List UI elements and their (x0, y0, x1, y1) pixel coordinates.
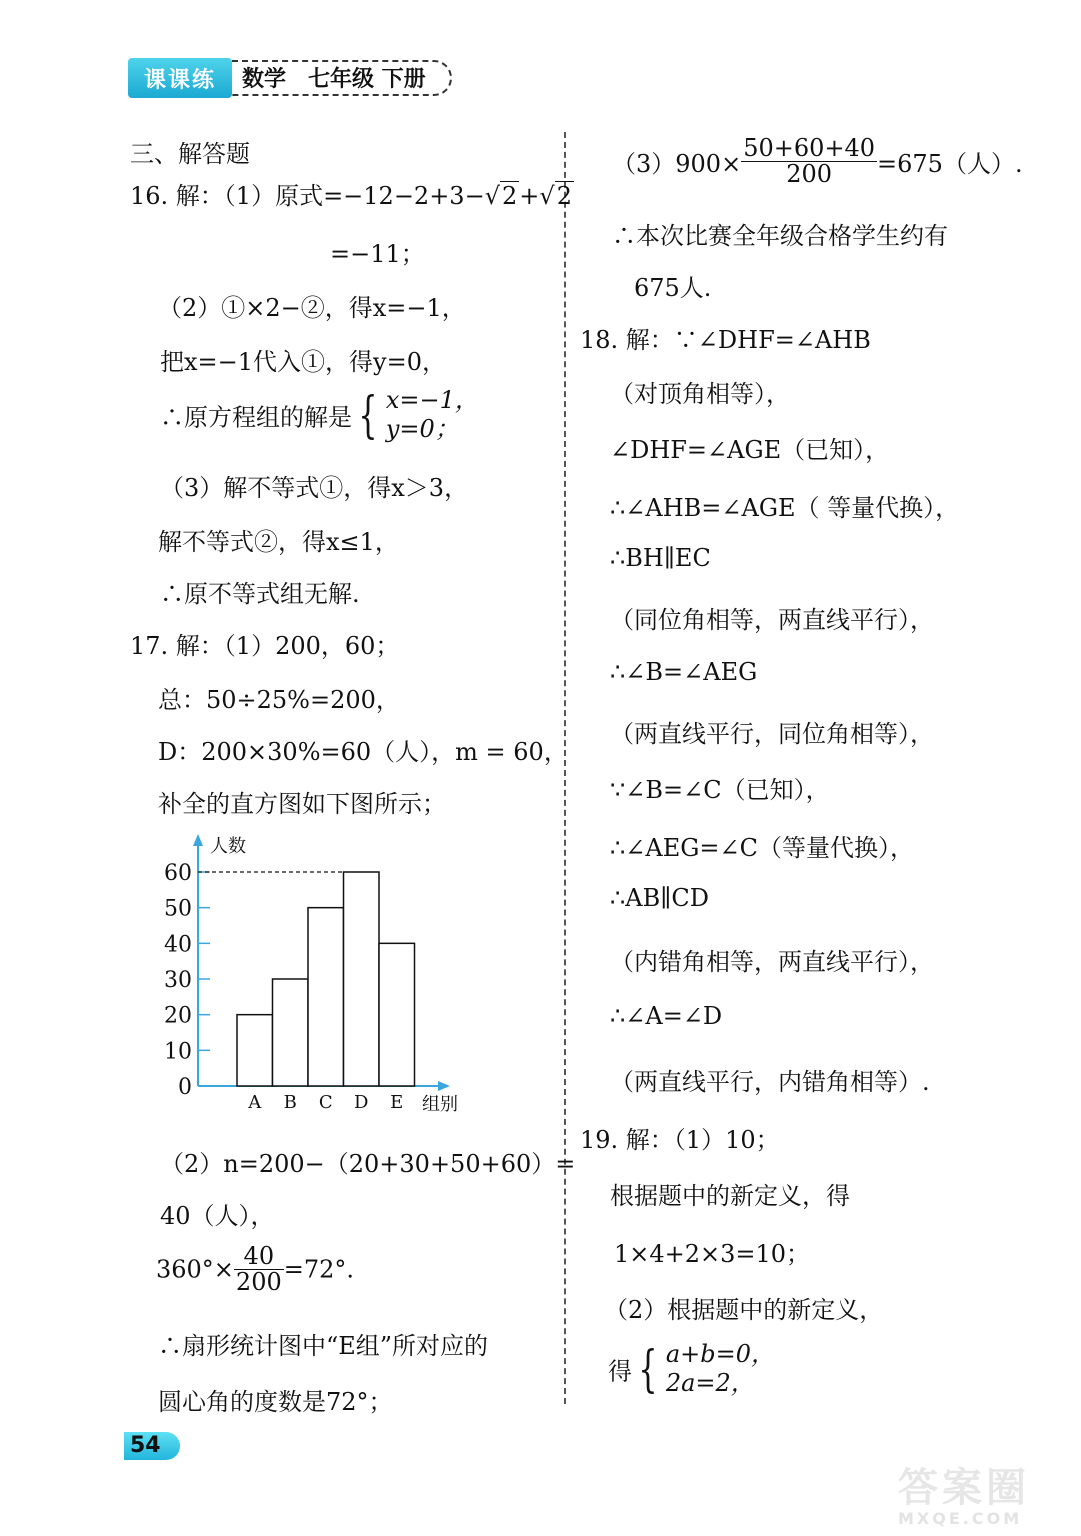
y-tick-label: 40 (164, 932, 192, 958)
q18-line: ∴BH∥EC (610, 544, 711, 572)
q16-line-1: 16. 解：（1）原式=−12−2+3−√2+√2 (130, 182, 572, 210)
equation-system: x=−1， y=0； (385, 386, 479, 443)
q18-line: ∵∠B=∠C（已知）， (610, 776, 830, 804)
q19-line-5: 得 { a+b=0， 2a=2， (608, 1339, 775, 1398)
column-divider (564, 132, 566, 1404)
q17-line-7: 360°× $\frac{40}{200}$ =72°. (156, 1242, 355, 1297)
watermark-line-1: 答案圈 (898, 1465, 1030, 1511)
y-axis-label: 人数 (210, 836, 246, 857)
q17-line-4: 补全的直方图如下图所示； (158, 790, 446, 818)
q17-line-9: 圆心角的度数是72°； (158, 1388, 393, 1416)
q17-3-line-3: 675人. (634, 274, 712, 302)
histogram-bar (237, 1015, 273, 1086)
histogram-bar (344, 872, 380, 1086)
q16-line-6: （3）解不等式①，得x＞3， (160, 474, 469, 502)
q18-line: （两直线平行，内错角相等）. (610, 1068, 930, 1096)
histogram-bar (308, 908, 344, 1086)
q17-3-line-2: ∴本次比赛全年级合格学生约有 (612, 222, 948, 250)
q19-line-4: （2）根据题中的新定义， (604, 1296, 884, 1324)
x-tick-label: E (390, 1092, 404, 1113)
q17-line-3: D：200×30%=60（人），m = 60， (158, 738, 568, 766)
q19-line-2: 根据题中的新定义，得 (610, 1182, 850, 1210)
y-tick-label: 30 (164, 968, 192, 993)
q18-line: （两直线平行，同位角相等）， (610, 720, 934, 748)
y-tick-label: 50 (164, 896, 192, 922)
q17-line-6: 40（人）， (160, 1202, 275, 1230)
page-header (128, 56, 468, 100)
x-tick-label: A (248, 1092, 262, 1113)
y-tick-label: 10 (164, 1039, 192, 1065)
q18-line: ∴AB∥CD (610, 884, 709, 912)
x-axis-arrow-icon (438, 1081, 450, 1091)
brand-logo: 课课练 (128, 58, 232, 98)
watermark-line-2: MXQE.COM (898, 1509, 1023, 1528)
sqrt-symbol: √2 (484, 182, 518, 210)
q19-line-1: 19. 解：（1）10； (580, 1126, 780, 1154)
q17-line-2: 总：50÷25%=200， (158, 686, 400, 714)
q16-line-2: =−11； (330, 240, 425, 268)
q17-line-5: （2）n=200−（20+30+50+60）= (160, 1150, 576, 1178)
q18-line: ∴∠AHB=∠AGE（ 等量代换）， (610, 494, 960, 522)
fraction: $\frac{40}{200}$ (235, 1242, 282, 1297)
brace-symbol: { (358, 385, 378, 444)
brace-symbol: { (638, 1339, 658, 1398)
y-tick-label: 20 (164, 1003, 192, 1029)
q16-text: 16. 解：（1）原式=−12−2+3− (130, 182, 485, 210)
q18-line: 18. 解：∵∠DHF=∠AHB (580, 326, 871, 354)
q16-line-7: 解不等式②，得x≤1， (158, 528, 399, 556)
q18-line: （对顶角相等）， (610, 380, 790, 408)
equation-system: a+b=0， 2a=2， (665, 1340, 775, 1397)
y-axis-arrow-icon (193, 834, 203, 846)
q18-line: ∴∠B=∠AEG (610, 658, 758, 686)
watermark (898, 1466, 1074, 1530)
q17-line-1: 17. 解：（1）200，60； (130, 632, 400, 660)
y-tick-label: 60 (164, 861, 192, 886)
x-tick-label: B (283, 1092, 297, 1113)
q17-line-8: ∴扇形统计图中“E组”所对应的 (158, 1332, 489, 1360)
subject-title: 数学 七年级 下册 (232, 60, 452, 96)
q19-line-3: 1×4+2×3=10； (614, 1240, 811, 1268)
q18-line: ∠DHF=∠AGE（已知）， (610, 436, 890, 464)
q17-3-line-1: （3）900× $\frac{50+60+40}{200}$ =675（人）. (612, 134, 1023, 189)
fraction: $\frac{50+60+40}{200}$ (743, 134, 876, 189)
q16-line-3: （2）①×2−②，得x=−1， (158, 294, 466, 322)
x-tick-label: D (354, 1092, 369, 1113)
q18-line: ∴∠A=∠D (610, 1002, 723, 1030)
x-axis-label: 组别 (422, 1094, 458, 1115)
q16-line-5: ∴原方程组的解是 { x=−1， y=0； (160, 385, 479, 444)
x-tick-label: C (318, 1092, 333, 1113)
y-tick-label: 0 (178, 1075, 192, 1100)
q18-line: ∴∠AEG=∠C（等量代换）， (610, 834, 914, 862)
q16-line-8: ∴原不等式组无解. (160, 580, 360, 608)
sqrt-symbol: √2 (539, 182, 572, 210)
histogram-bar (273, 979, 309, 1086)
section-title: 三、解答题 (130, 140, 250, 168)
page-number: 54 (124, 1432, 180, 1460)
histogram-bar (379, 943, 415, 1086)
q18-line: （同位角相等，两直线平行）， (610, 606, 934, 634)
q18-line: （内错角相等，两直线平行）， (610, 948, 934, 976)
q16-line-4: 把x=−1代入①，得y=0， (160, 348, 446, 376)
histogram-chart (150, 830, 470, 1120)
